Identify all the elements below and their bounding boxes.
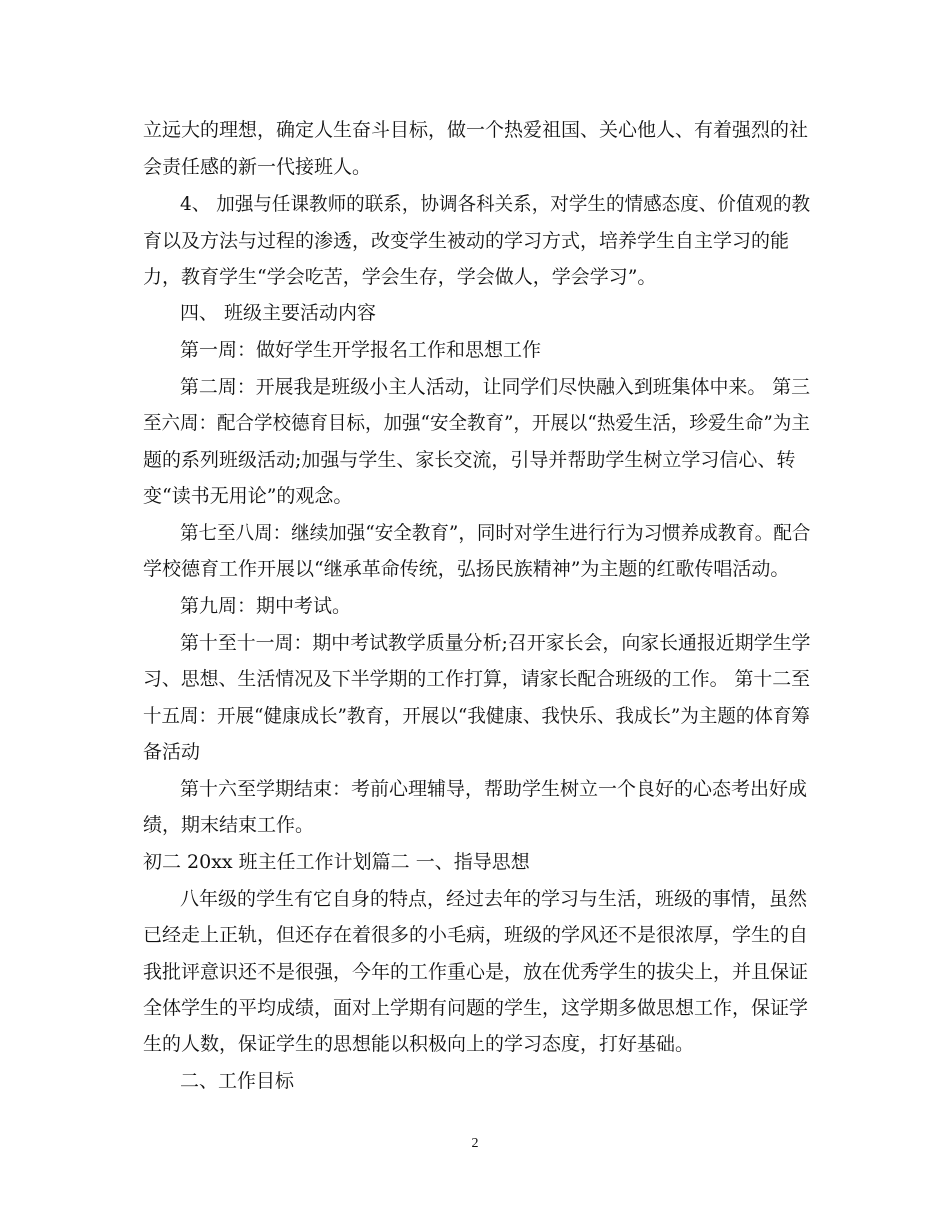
text-line: 第九周：期中考试。 bbox=[180, 595, 352, 617]
text-line: 第二周：开展我是班级小主人活动，让同学们尽快融入到班集体中来。 第三 bbox=[180, 376, 811, 398]
text-line: 第一周：做好学生开学报名工作和思想工作 bbox=[180, 339, 542, 361]
text-line: 已经走上正轨，但还存在着很多的小毛病，班级的学风还不是很浓厚，学生的自 bbox=[143, 924, 809, 946]
text-line: 育以及方法与过程的渗透，改变学生被动的学习方式，培养学生自主学习的能 bbox=[143, 230, 790, 252]
text-line: 八年级的学生有它自身的特点，经过去年的学习与生活，班级的事情，虽然 bbox=[180, 888, 808, 910]
text-line: 习、思想、生活情况及下半学期的工作打算，请家长配合班级的工作。 第十二至 bbox=[143, 668, 811, 690]
section-heading: 二、工作目标 bbox=[180, 1070, 295, 1092]
section-heading: 初二 20xx 班主任工作计划篇二 一、指导思想 bbox=[143, 851, 530, 873]
text-line: 会责任感的新一代接班人。 bbox=[143, 156, 372, 178]
text-line: 生的人数，保证学生的思想能以积极向上的学习态度，打好基础。 bbox=[143, 1033, 695, 1055]
text-line: 十五周：开展“健康成长”教育，开展以“我健康、我快乐、我成长”为主题的体育筹 bbox=[143, 705, 810, 727]
page-number: 2 bbox=[471, 1136, 479, 1151]
text-line: 备活动 bbox=[143, 741, 201, 763]
text-line: 学校德育工作开展以“继承革命传统，弘扬民族精神”为主题的红歌传唱活动。 bbox=[143, 558, 790, 580]
section-heading: 四、 班级主要活动内容 bbox=[180, 302, 377, 324]
text-line: 第七至八周：继续加强“安全教育”，同时对学生进行行为习惯养成教育。配合 bbox=[180, 522, 811, 544]
text-line: 第十六至学期结束：考前心理辅导，帮助学生树立一个良好的心态考出好成 bbox=[180, 778, 808, 800]
text-line: 4、 加强与任课教师的联系，协调各科关系，对学生的情感态度、价值观的教 bbox=[180, 193, 811, 215]
text-line: 第十至十一周：期中考试教学质量分析;召开家长会，向家长通报近期学生学 bbox=[180, 632, 811, 654]
text-line: 我批评意识还不是很强，今年的工作重心是，放在优秀学生的拔尖上，并且保证 bbox=[143, 961, 809, 983]
text-line: 全体学生的平均成绩，面对上学期有问题的学生，这学期多做思想工作，保证学 bbox=[143, 997, 809, 1019]
text-line: 绩，期末结束工作。 bbox=[143, 814, 315, 836]
text-line: 变“读书无用论”的观念。 bbox=[143, 485, 353, 507]
text-line: 至六周：配合学校德育目标，加强“安全教育”，开展以“热爱生活，珍爱生命”为主 bbox=[143, 412, 810, 434]
text-line: 题的系列班级活动;加强与学生、家长交流，引导并帮助学生树立学习信心、转 bbox=[143, 449, 796, 471]
text-line: 力，教育学生“学会吃苦，学会生存，学会做人，学会学习”。 bbox=[143, 266, 657, 288]
text-line: 立远大的理想，确定人生奋斗目标，做一个热爱祖国、关心他人、有着强烈的社 bbox=[143, 119, 809, 141]
